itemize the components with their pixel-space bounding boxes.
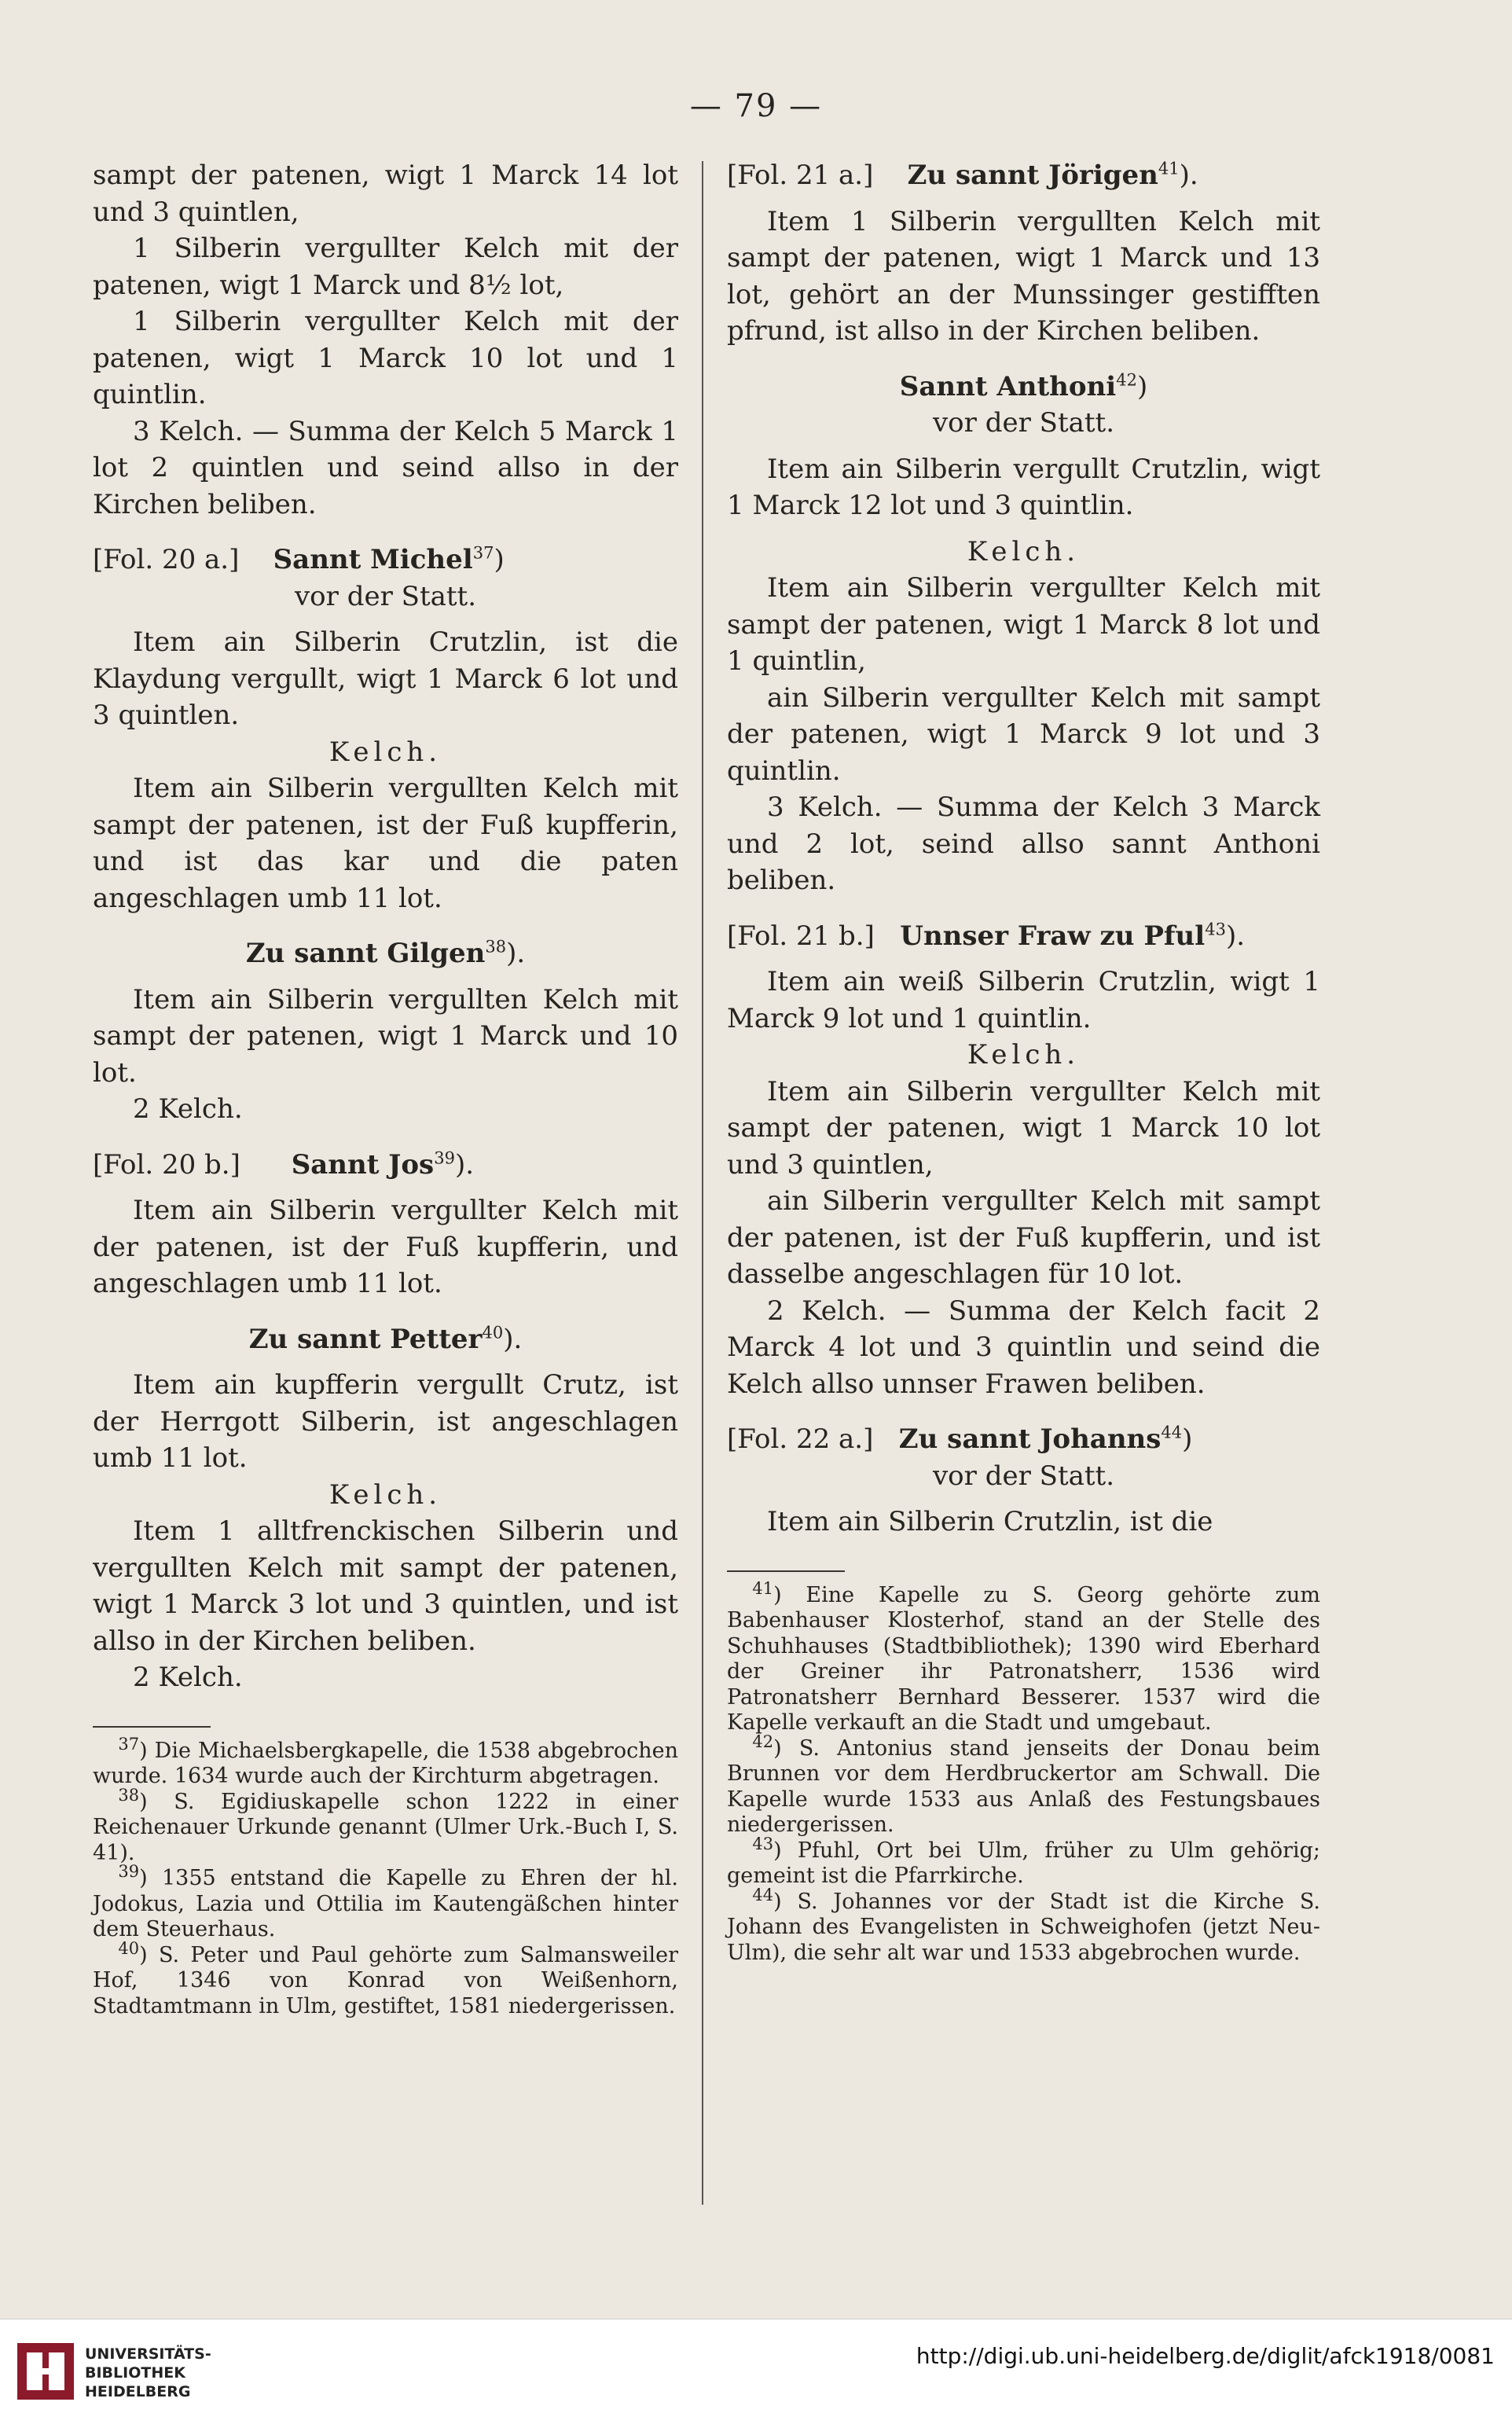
text-paragraph: Item ain kupfferin vergullt Crutz, ist der Herrgott Silberin, ist angeschlagen umb 11 lot. (93, 1369, 678, 1474)
text-paragraph: Item ain Silberin Crutzlin, ist die Klaydung vergullt, wigt 1 Marck 6 lot und 3 quintlen. (93, 626, 678, 731)
left-column-footnotes (93, 1734, 678, 2020)
right-column-footnotes (727, 1578, 1320, 1967)
text-paragraph: Zu sannt Gilgen$^{38}$). (245, 937, 526, 969)
text-paragraph: 1 Silberin vergullter Kelch mit der patenen, wigt 1 Marck und 8½ lot, (93, 233, 678, 301)
text-paragraph: Item 1 Silberin vergullten Kelch mit sampt der patenen, wigt 1 Marck und 13 lot, gehört an der Munssinger gestifften pfrund, ist allso in der Kirchen beliben. (727, 205, 1320, 347)
library-name-line: UNIVERSITÄTS- (85, 2345, 211, 2363)
text-paragraph: sampt der patenen, wigt 1 Marck 14 lot und 3 quintlen, (93, 160, 678, 228)
text-paragraph: Item ain Silberin vergullter Kelch mit sampt der patenen, wigt 1 Marck 10 lot und 3 quintlen, (727, 1075, 1320, 1181)
left-column-text (93, 157, 678, 1696)
text-paragraph: 2 Kelch. (133, 1662, 243, 1693)
text-paragraph: vor der Statt. (294, 580, 477, 612)
text-paragraph: Zu sannt Petter$^{40}$). (248, 1323, 523, 1355)
library-name (85, 2345, 211, 2401)
text-paragraph: Kelch. (328, 1478, 442, 1511)
footnote: $^{43}$) Pfuhl, Ort bei Ulm, früher zu Ulm gehörig; gemeint ist die Pfarrkirche. (727, 1834, 1320, 1888)
text-paragraph: Sannt Anthoni$^{42}$) (899, 370, 1148, 402)
page-number: — 79 — (689, 88, 823, 124)
text-paragraph: vor der Statt. (932, 1460, 1115, 1492)
text-paragraph: Kelch. (967, 1039, 1081, 1071)
text-paragraph: 3 Kelch. — Summa der Kelch 5 Marck 1 lot 2 quintlen und seind allso in der Kirchen beliben. (93, 415, 678, 520)
footnote: $^{42}$) S. Antonius stand jenseits der Donau beim Brunnen vor dem Herdbruckertor am Schwall. Die Kapelle wurde 1533 aus Anlaß des Festungsbaues niedergerissen. (727, 1732, 1320, 1837)
text-paragraph: [Fol. 21 b.] Unnser Fraw zu Pful$^{43}$). (727, 920, 1246, 952)
footnote: $^{38}$) S. Egidiuskapelle schon 1222 in einer Reichenauer Urkunde genannt (Ulmer Urk.-Buch I, S. 41). (93, 1785, 678, 1865)
text-paragraph: ain Silberin vergullter Kelch mit sampt der patenen, wigt 1 Marck 9 lot und 3 quintlin. (727, 681, 1320, 787)
text-paragraph: Item ain Silberin vergullten Kelch mit sampt der patenen, wigt 1 Marck und 10 lot. (93, 983, 678, 1089)
footnote: $^{44}$) S. Johannes vor der Stadt ist die Kirche S. Johann des Evangelisten in Schweighofen (jetzt Neu-Ulm), die sehr alt war und 1533 abgebrochen wurde. (727, 1885, 1320, 1965)
left-column (93, 157, 678, 2019)
text-paragraph: Item ain Silberin vergullter Kelch mit der patenen, ist der Fuß kupfferin, und angeschlagen umb 11 lot. (93, 1195, 678, 1299)
text-paragraph: Item ain weiß Silberin Crutzlin, wigt 1 Marck 9 lot und 1 quintlin. (727, 966, 1320, 1034)
right-column-text (727, 157, 1320, 1541)
text-paragraph: Kelch. (328, 736, 442, 768)
footnote: $^{39}$) 1355 entstand die Kapelle zu Ehren der hl. Jodokus, Lazia und Ottilia im Kautengäßchen hinter dem Steuerhaus. (93, 1862, 678, 1941)
text-paragraph: 1 Silberin vergullter Kelch mit der patenen, wigt 1 Marck 10 lot und 1 quintlin. (93, 306, 678, 410)
text-paragraph: ain Silberin vergullter Kelch mit sampt der patenen, ist der Fuß kupfferin, und ist dasselbe angeschlagen für 10 lot. (727, 1185, 1320, 1290)
text-paragraph: Item ain Silberin vergullter Kelch mit sampt der patenen, wigt 1 Marck 8 lot und 1 quintlin, (727, 572, 1320, 677)
text-paragraph: 2 Kelch. (133, 1093, 243, 1125)
library-name-line: BIBLIOTHEK (85, 2364, 185, 2382)
text-paragraph: 2 Kelch. — Summa der Kelch facit 2 Marck 4 lot und 3 quintlin und seind die Kelch allso unnser Frawen beliben. (727, 1295, 1320, 1400)
right-column (727, 157, 1320, 1966)
text-paragraph: 3 Kelch. — Summa der Kelch 3 Marck und 2 lot, seind allso sannt Anthoni beliben. (727, 791, 1320, 896)
footnote: $^{40}$) S. Peter und Paul gehörte zum Salmansweiler Hof, 1346 von Konrad von Weißenhorn, Stadtamtmann in Ulm, gestiftet, 1581 niedergerissen. (93, 1938, 678, 2018)
text-paragraph: [Fol. 22 a.] Zu sannt Johanns$^{44}$) (727, 1423, 1193, 1455)
text-paragraph: Item 1 alltfrenckischen Silberin und vergullten Kelch mit sampt der patenen, wigt 1 Marck 3 lot und 3 quintlen, und ist allso in der Kirchen beliben. (93, 1515, 678, 1657)
library-name-line: HEIDELBERG (85, 2383, 191, 2400)
text-paragraph: Kelch. (967, 535, 1081, 567)
footnote: $^{41}$) Eine Kapelle zu S. Georg gehörte zum Babenhauser Klosterhof, stand an der Stelle des Schuhhauses (Stadtbibliothek); 1390 wird Eberhard der Greiner ihr Patronatsherr, 1536 wird Patronatsherr Bernhard Besserer. 1537 wird die Kapelle verkauft an die Stadt und umgebaut. (727, 1578, 1320, 1735)
permalink-url[interactable]: http://digi.ub.uni-heidelberg.de/diglit/afck1918/0081 (916, 2343, 1495, 2369)
text-paragraph: Item ain Silberin Crutzlin, ist die (767, 1506, 1213, 1537)
text-paragraph: [Fol. 20 a.] Sannt Michel$^{37}$) (93, 543, 505, 575)
footnote: $^{37}$) Die Michaelsbergkapelle, die 1538 abgebrochen wurde. 1634 wurde auch der Kirchturm abgetragen. (93, 1734, 678, 1788)
column-divider (702, 161, 703, 2205)
library-logo-icon (16, 2341, 75, 2401)
footnote-divider (727, 1570, 845, 1572)
text-paragraph: Item ain Silberin vergullt Crutzlin, wigt 1 Marck 12 lot und 3 quintlin. (727, 453, 1320, 521)
text-paragraph: [Fol. 21 a.] Zu sannt Jörigen$^{41}$). (727, 159, 1198, 191)
library-footer (0, 2319, 1512, 2424)
text-paragraph: [Fol. 20 b.] Sannt Jos$^{39}$). (93, 1148, 475, 1181)
text-paragraph: Item ain Silberin vergullten Kelch mit sampt der patenen, ist der Fuß kupfferin, und ist das kar und die paten angeschlagen umb 11 lot. (93, 773, 678, 914)
footnote-divider (93, 1726, 211, 1728)
text-paragraph: vor der Statt. (932, 407, 1115, 439)
